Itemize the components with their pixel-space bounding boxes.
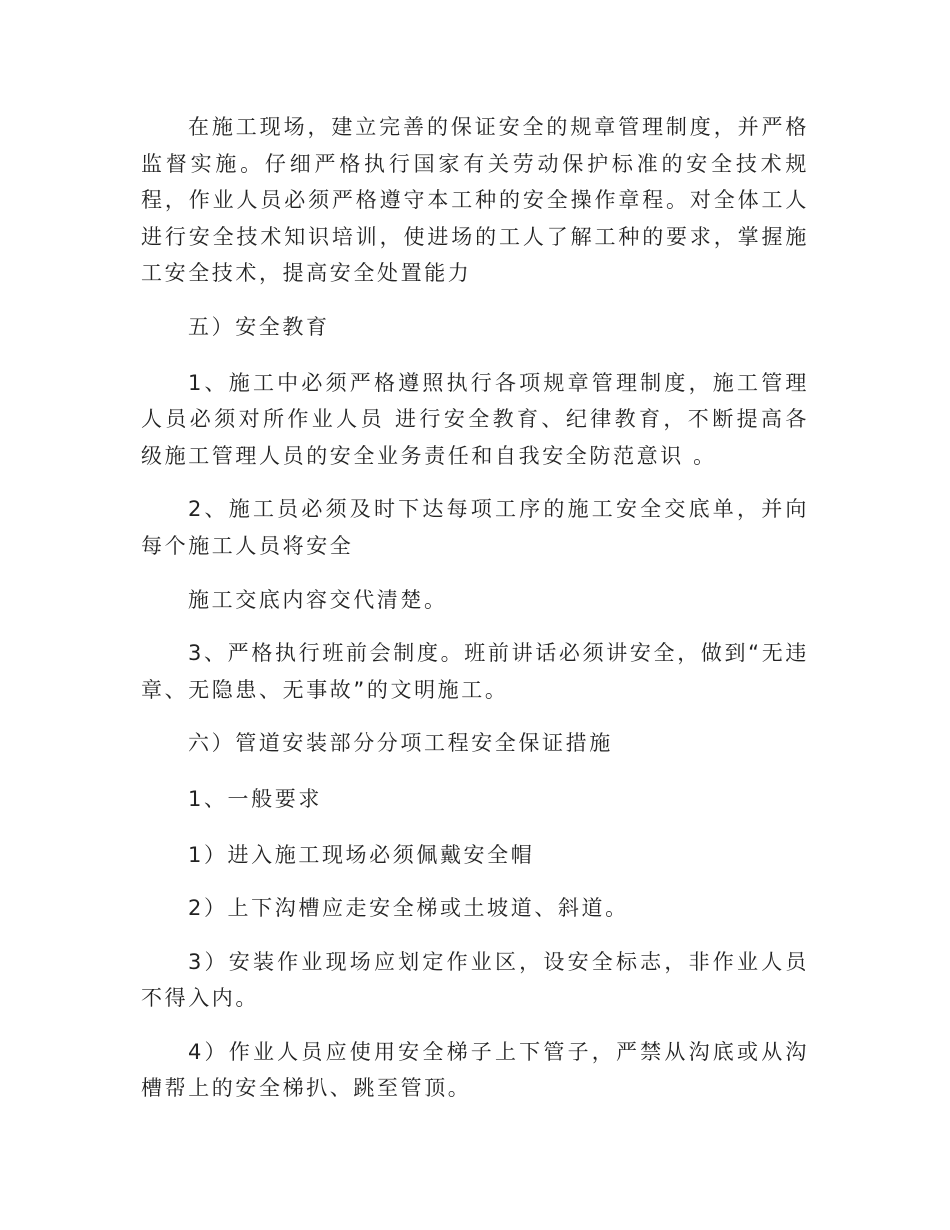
section-heading-safety-education: 五）安全教育	[188, 314, 330, 339]
paragraph-education-item-2-continued: 施工交底内容交代清楚。	[188, 587, 448, 612]
paragraph-site-safety-rules: 在施工现场，建立完善的保证安全的规章管理制度，并严格监督实施。仔细严格执行国家有关劳动保护标准的安全技术规程，作业人员必须严格遵守本工种的安全操作章程。对全体工人进行安全技术知识培训，使进场的工人了解工种的要求，掌握施工安全技术，提高安全处置能力	[141, 115, 809, 286]
list-item-trench-access: 2）上下沟槽应走安全梯或土坡道、斜道。	[188, 896, 629, 921]
paragraph-education-item-1: 1、施工中必须严格遵照执行各项规章管理制度，施工管理人员必须对所作业人员 进行安全教育、纪律教育，不断提高各级施工管理人员的安全业务责任和自我安全防范意识 。	[141, 370, 809, 468]
list-item-work-zone: 3）安装作业现场应划定作业区，设安全标志，非作业人员不得入内。	[141, 949, 809, 1011]
list-item-ladder-use: 4）作业人员应使用安全梯子上下管子，严禁从沟底或从沟槽帮上的安全梯扒、跳至管顶。	[141, 1039, 809, 1101]
paragraph-education-item-3: 3、严格执行班前会制度。班前讲话必须讲安全，做到“无违章、无隐患、无事故”的文明施工。	[141, 641, 809, 702]
subheading-general-requirements: 1、一般要求	[188, 786, 322, 811]
list-item-helmet: 1）进入施工现场必须佩戴安全帽	[188, 842, 535, 867]
section-heading-pipe-installation: 六）管道安装部分分项工程安全保证措施	[188, 731, 613, 756]
document-body	[141, 109, 809, 1124]
paragraph-education-item-2: 2、施工员必须及时下达每项工序的施工安全交底单，并向每个施工人员将安全	[141, 497, 809, 558]
